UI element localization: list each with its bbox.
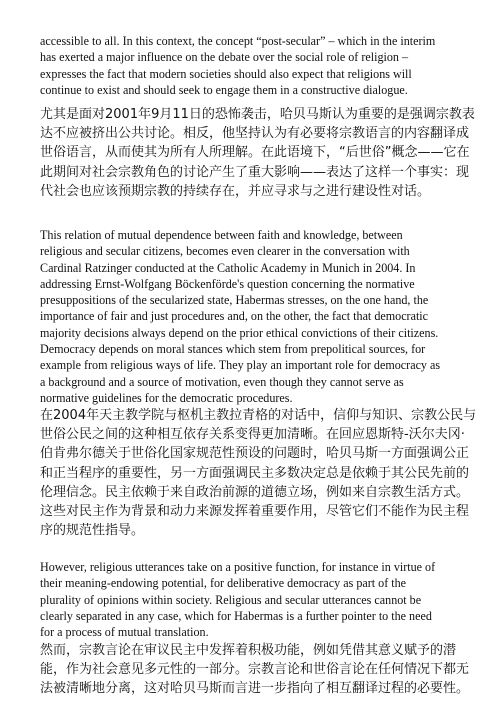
text-line: presuppositions of the secularized state, Habermas stresses, on the one hand, the [40, 293, 429, 308]
chinese-paragraph-3 [40, 641, 469, 699]
text-line: a background and a source of motivation, even though they cannot serve as [40, 374, 404, 389]
text-line: expresses the fact that modern societies should also expect that religions will [40, 66, 412, 81]
text-line: 法被清晰地分离，这对哈贝马斯而言进一步指向了相互翻译过程的必要性。 [40, 681, 470, 697]
text-line: religious and secular citizens, becomes even clearer in the conversation with [40, 244, 410, 259]
chinese-paragraph-1 [40, 105, 475, 201]
text-line: Cardinal Ratzinger conducted at the Catholic Academy in Munich in 2004. In [40, 260, 416, 275]
text-line: for a process of mutual translation. [40, 625, 209, 640]
text-line: plurality of opinions within society. Religious and secular utterances cannot be [40, 592, 422, 607]
chinese-paragraph-2 [40, 406, 476, 540]
text-line: 伦理信念。民主依赖于来自政治前源的道德立场，例如来自宗教生活方式。 [40, 484, 470, 500]
text-line: 然而，宗教言论在审议民主中发挥着积极功能，例如凭借其意义赋予的潜 [40, 643, 457, 658]
text-line: 和正当程序的重要性，另一方面强调民主多数决定总是依赖于其公民先前的 [40, 465, 470, 481]
text-line: addressing Ernst-Wolfgang Böckenförde's question concerning the normative [40, 276, 415, 291]
text-line: 尤其是面对2001年9月11日的恐怖袭击，哈贝马斯认为重要的是强调宗教表 [40, 107, 475, 122]
english-paragraph-3 [40, 559, 435, 640]
text-line: 序的规范性指导。 [40, 523, 145, 539]
text-line: Democracy depends on moral stances which stem from prepolitical sources, for [40, 342, 426, 357]
text-line: 代社会也应该预期宗教的持续存在，并应寻求与之进行建设性对话。 [40, 183, 431, 199]
text-line: majority decisions always depend on the prior ethical convictions of their citizens. [40, 325, 439, 340]
text-line: 伯肯弗尔德关于世俗化国家规范性预设的问题时，哈贝马斯一方面强调公正 [40, 446, 470, 462]
text-line: normative guidelines for the democratic procedures. [40, 390, 293, 405]
text-line: 达不应被挤出公共讨论。相反，他坚持认为有必要将宗教语言的内容翻译成 [40, 126, 470, 142]
text-line: 世俗公民之间的这种相互依存关系变得更加清晰。在回应恩斯特-沃尔夫冈· [40, 427, 465, 443]
text-line: 这些对民主作为背景和动力来源发挥着重要作用，尽管它们不能作为民主程 [40, 504, 470, 520]
text-line: 此期间对社会宗教角色的讨论产生了重大影响——表达了这样一个事实：现 [40, 164, 470, 180]
text-line: accessible to all. In this context, the concept “post-secular” – which in the interim [40, 34, 436, 48]
text-line: clearly separated in any case, which for Habermas is a further pointer to the need [40, 608, 432, 623]
text-line: has exerted a major influence on the debate over the social role of religion – [40, 50, 409, 65]
english-paragraph-2 [40, 227, 440, 406]
text-line: 世俗语言，从而使其为所有人所理解。在此语境下，“后世俗”概念——它在 [40, 145, 470, 161]
text-line: importance of fair and just procedures and, on the other, the fact that democratic [40, 309, 429, 324]
text-line: This relation of mutual dependence between faith and knowledge, between [40, 228, 403, 242]
english-paragraph-1 [40, 33, 435, 98]
text-line: 能，作为社会意见多元性的一部分。宗教言论和世俗言论在任何情况下都无 [40, 662, 470, 678]
text-line: 在2004年天主教学院与枢机主教拉青格的对话中，信仰与知识、宗教公民与 [40, 408, 477, 423]
text-line: example from religious ways of life. They play an important role for democracy as [40, 358, 441, 373]
text-line: their meaning-endowing potential, for deliberative democracy as part of the [40, 576, 407, 591]
text-line: continue to exist and should seek to engage them in a constructive dialogue. [40, 82, 408, 97]
text-line: However, religious utterances take on a positive function, for instance in virtue of [40, 560, 436, 574]
